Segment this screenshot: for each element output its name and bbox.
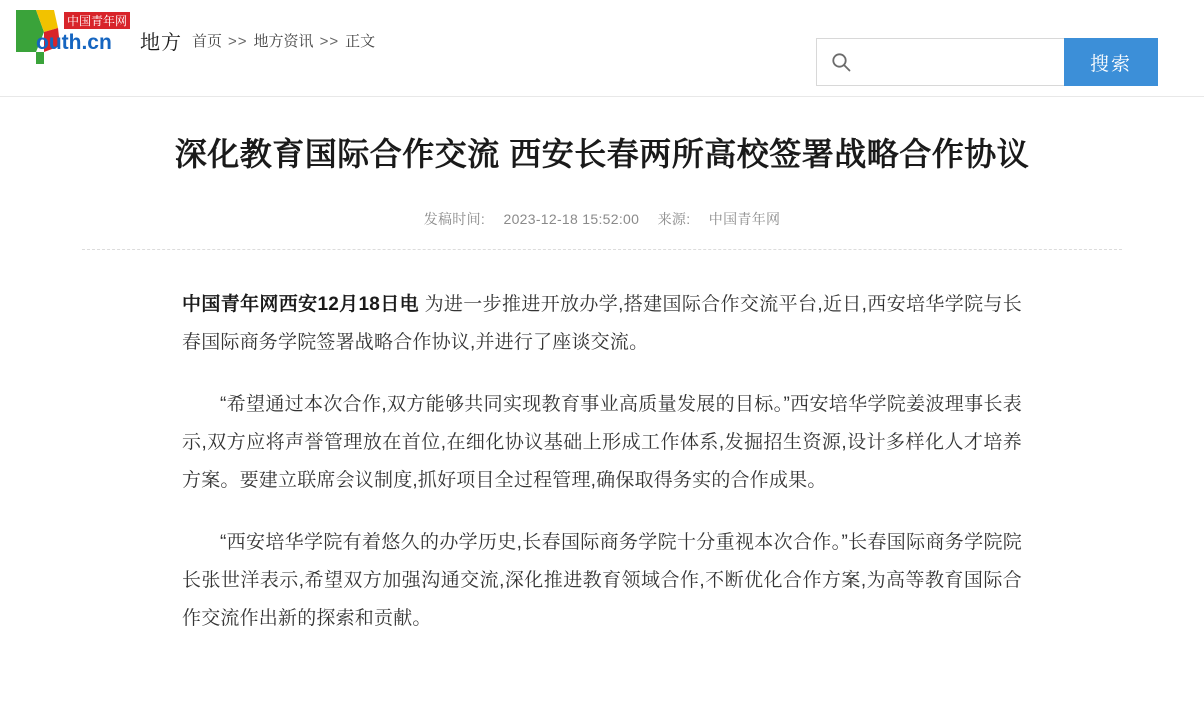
svg-text:中国青年网: 中国青年网: [67, 14, 128, 28]
breadcrumb-item-local-news[interactable]: 地方资讯: [253, 33, 314, 50]
article-paragraph-text: “西安培华学院有着悠久的办学历史,长春国际商务学院十分重视本次合作。”长春国际商务学院院长张世洋表示,希望双方加强沟通交流,深化推进教育领域合作,不断优化合作方案,为高等教育国际合作交流作出新的探索和贡献。: [182, 532, 1022, 629]
article-dateline: 中国青年网西安12月18日电: [182, 294, 419, 315]
search-button[interactable]: 搜索: [1064, 38, 1158, 86]
source-value: 中国青年网: [708, 211, 781, 227]
search-box: [816, 38, 1158, 86]
search-icon[interactable]: [827, 48, 855, 76]
youth-cn-logo-icon: [14, 8, 134, 66]
breadcrumb-item-home[interactable]: 首页: [192, 33, 223, 50]
site-logo[interactable]: [14, 8, 134, 66]
breadcrumb-separator: >>: [228, 33, 248, 50]
article-paragraph-text: 为进一步推进开放办学,搭建国际合作交流平台,近日,西安培华学院与长春国际商务学院签署战略合作协议,并进行了座谈交流。: [182, 294, 1022, 353]
search-input[interactable]: [855, 41, 1064, 83]
article-paragraph: [182, 286, 1022, 362]
article-paragraph: [182, 524, 1022, 638]
article-paragraph: [182, 386, 1022, 500]
page-title: 深化教育国际合作交流 西安长春两所高校签署战略合作协议: [174, 136, 1030, 172]
breadcrumb-separator: >>: [319, 33, 340, 50]
article-paragraph-text: “希望通过本次合作,双方能够共同实现教育事业高质量发展的目标。”西安培华学院姜波理事长表示,双方应将声誉管理放在首位,在细化协议基础上形成工作体系,发掘招生资源,设计多样化人才培养方案。要建立联席会议制度,抓好项目全过程管理,确保取得务实的合作成果。: [182, 394, 1022, 491]
svg-text:outh.cn: outh.cn: [36, 31, 112, 54]
breadcrumb: [192, 30, 375, 51]
article-meta: [82, 209, 1122, 229]
article: [82, 97, 1122, 638]
source-label: 来源:: [657, 211, 691, 227]
article-body: [182, 250, 1022, 638]
publish-time-label: 发稿时间:: [423, 211, 486, 227]
site-header: [0, 0, 1204, 97]
publish-time-value: 2023-12-18 15:52:00: [503, 211, 640, 227]
breadcrumb-item-current: 正文: [345, 33, 376, 50]
channel-name[interactable]: 地方: [140, 32, 182, 54]
search-field[interactable]: [816, 38, 1064, 86]
